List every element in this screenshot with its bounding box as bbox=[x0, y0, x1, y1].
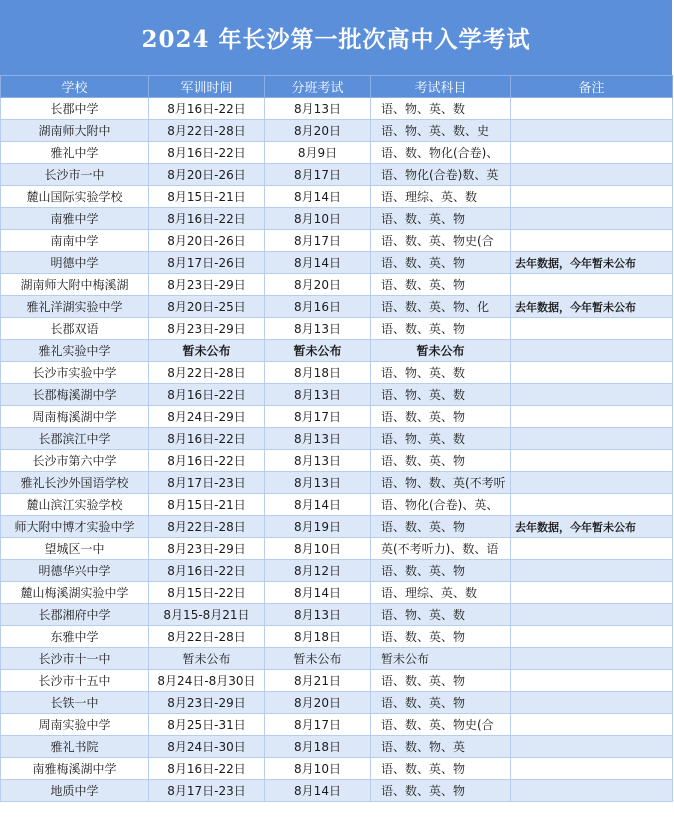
cell-school: 长沙市十一中 bbox=[1, 648, 149, 670]
cell-subjects: 语、数、英、物 bbox=[371, 692, 511, 714]
cell-subjects: 语、数、英、物 bbox=[371, 560, 511, 582]
cell-subjects: 英(不考听力)、数、语 bbox=[371, 538, 511, 560]
table-row bbox=[1, 450, 673, 472]
table-row bbox=[1, 538, 673, 560]
cell-school: 麓山滨江实验学校 bbox=[1, 494, 149, 516]
cell-placement-exam: 8月14日 bbox=[265, 582, 371, 604]
cell-note bbox=[511, 648, 673, 670]
cell-placement-exam: 8月17日 bbox=[265, 230, 371, 252]
cell-military-time: 8月16日-22日 bbox=[149, 384, 265, 406]
cell-school: 雅礼长沙外国语学校 bbox=[1, 472, 149, 494]
cell-school: 周南实验中学 bbox=[1, 714, 149, 736]
cell-note bbox=[511, 560, 673, 582]
cell-subjects: 语、数、英、物史(合 bbox=[371, 714, 511, 736]
table-body bbox=[1, 98, 673, 802]
cell-placement-exam: 8月13日 bbox=[265, 450, 371, 472]
cell-military-time: 8月15-8月21日 bbox=[149, 604, 265, 626]
cell-school: 明德中学 bbox=[1, 252, 149, 274]
table-row bbox=[1, 692, 673, 714]
table-row bbox=[1, 274, 673, 296]
cell-subjects: 语、物化(合卷)数、英 bbox=[371, 164, 511, 186]
cell-placement-exam: 8月13日 bbox=[265, 604, 371, 626]
cell-note bbox=[511, 472, 673, 494]
cell-school: 地质中学 bbox=[1, 780, 149, 802]
cell-placement-exam: 8月9日 bbox=[265, 142, 371, 164]
cell-subjects: 语、数、英、物 bbox=[371, 626, 511, 648]
cell-subjects: 语、数、英、物 bbox=[371, 516, 511, 538]
cell-subjects: 语、物、数、英(不考听 bbox=[371, 472, 511, 494]
table-row bbox=[1, 648, 673, 670]
table-row bbox=[1, 252, 673, 274]
cell-school: 明德华兴中学 bbox=[1, 560, 149, 582]
cell-placement-exam: 8月21日 bbox=[265, 670, 371, 692]
cell-subjects: 语、数、英、物 bbox=[371, 758, 511, 780]
cell-note bbox=[511, 186, 673, 208]
cell-subjects: 语、数、英、物 bbox=[371, 252, 511, 274]
cell-note: 去年数据，今年暂未公布 bbox=[511, 516, 673, 538]
table-row bbox=[1, 318, 673, 340]
cell-subjects: 语、数、英、物史(合 bbox=[371, 230, 511, 252]
cell-note bbox=[511, 780, 673, 802]
cell-placement-exam: 8月13日 bbox=[265, 98, 371, 120]
cell-placement-exam: 8月17日 bbox=[265, 164, 371, 186]
cell-subjects: 语、数、英、物 bbox=[371, 318, 511, 340]
cell-note bbox=[511, 362, 673, 384]
cell-note bbox=[511, 164, 673, 186]
cell-military-time: 8月15日-22日 bbox=[149, 582, 265, 604]
cell-school: 望城区一中 bbox=[1, 538, 149, 560]
cell-subjects: 语、理综、英、数 bbox=[371, 582, 511, 604]
cell-subjects: 语、数、物、英 bbox=[371, 736, 511, 758]
cell-placement-exam: 8月12日 bbox=[265, 560, 371, 582]
cell-military-time: 8月24日-30日 bbox=[149, 736, 265, 758]
cell-placement-exam: 8月10日 bbox=[265, 538, 371, 560]
cell-note bbox=[511, 604, 673, 626]
cell-military-time: 8月22日-28日 bbox=[149, 120, 265, 142]
cell-military-time: 8月16日-22日 bbox=[149, 560, 265, 582]
cell-placement-exam: 8月20日 bbox=[265, 120, 371, 142]
schedule-table bbox=[0, 75, 673, 802]
cell-note bbox=[511, 582, 673, 604]
cell-subjects: 语、物、英、数、史 bbox=[371, 120, 511, 142]
cell-school: 南雅梅溪湖中学 bbox=[1, 758, 149, 780]
cell-military-time: 8月25日-31日 bbox=[149, 714, 265, 736]
cell-placement-exam: 8月10日 bbox=[265, 208, 371, 230]
cell-subjects: 语、数、英、物 bbox=[371, 274, 511, 296]
cell-military-time: 8月22日-28日 bbox=[149, 516, 265, 538]
header-row bbox=[1, 76, 673, 98]
cell-military-time: 8月22日-28日 bbox=[149, 626, 265, 648]
cell-note bbox=[511, 670, 673, 692]
cell-subjects: 语、物化(合卷)、英、 bbox=[371, 494, 511, 516]
cell-note bbox=[511, 538, 673, 560]
cell-military-time: 8月23日-29日 bbox=[149, 318, 265, 340]
cell-military-time: 暂未公布 bbox=[149, 648, 265, 670]
cell-placement-exam: 8月13日 bbox=[265, 472, 371, 494]
cell-subjects: 暂未公布 bbox=[371, 648, 511, 670]
table-row bbox=[1, 164, 673, 186]
cell-school: 南南中学 bbox=[1, 230, 149, 252]
cell-military-time: 8月24日-8月30日 bbox=[149, 670, 265, 692]
cell-subjects: 语、数、英、物、化 bbox=[371, 296, 511, 318]
cell-subjects: 语、数、英、物 bbox=[371, 406, 511, 428]
cell-school: 长沙市一中 bbox=[1, 164, 149, 186]
cell-note bbox=[511, 758, 673, 780]
table-row bbox=[1, 472, 673, 494]
cell-military-time: 8月16日-22日 bbox=[149, 208, 265, 230]
cell-school: 南雅中学 bbox=[1, 208, 149, 230]
cell-subjects: 暂未公布 bbox=[371, 340, 511, 362]
col-header-military: 军训时间 bbox=[149, 76, 265, 98]
cell-placement-exam: 8月17日 bbox=[265, 714, 371, 736]
table-row bbox=[1, 516, 673, 538]
cell-subjects: 语、数、英、物 bbox=[371, 450, 511, 472]
cell-school: 长铁一中 bbox=[1, 692, 149, 714]
cell-school: 长郡双语 bbox=[1, 318, 149, 340]
table-row bbox=[1, 98, 673, 120]
table-row bbox=[1, 582, 673, 604]
cell-placement-exam: 8月13日 bbox=[265, 384, 371, 406]
cell-placement-exam: 8月14日 bbox=[265, 186, 371, 208]
cell-note bbox=[511, 98, 673, 120]
col-header-school: 学校 bbox=[1, 76, 149, 98]
cell-military-time: 8月16日-22日 bbox=[149, 758, 265, 780]
cell-subjects: 语、理综、英、数 bbox=[371, 186, 511, 208]
table-row bbox=[1, 186, 673, 208]
cell-school: 长郡滨江中学 bbox=[1, 428, 149, 450]
cell-note bbox=[511, 450, 673, 472]
cell-military-time: 暂未公布 bbox=[149, 340, 265, 362]
cell-placement-exam: 8月19日 bbox=[265, 516, 371, 538]
cell-note: 去年数据，今年暂未公布 bbox=[511, 296, 673, 318]
cell-subjects: 语、物、英、数 bbox=[371, 362, 511, 384]
table-row bbox=[1, 736, 673, 758]
cell-school: 雅礼书院 bbox=[1, 736, 149, 758]
cell-note bbox=[511, 318, 673, 340]
cell-military-time: 8月16日-22日 bbox=[149, 450, 265, 472]
cell-school: 雅礼实验中学 bbox=[1, 340, 149, 362]
cell-military-time: 8月15日-21日 bbox=[149, 186, 265, 208]
col-header-note: 备注 bbox=[511, 76, 673, 98]
cell-military-time: 8月20日-26日 bbox=[149, 230, 265, 252]
cell-military-time: 8月23日-29日 bbox=[149, 692, 265, 714]
cell-placement-exam: 8月18日 bbox=[265, 626, 371, 648]
table-row bbox=[1, 230, 673, 252]
cell-placement-exam: 8月14日 bbox=[265, 780, 371, 802]
cell-military-time: 8月20日-26日 bbox=[149, 164, 265, 186]
cell-placement-exam: 8月10日 bbox=[265, 758, 371, 780]
cell-note bbox=[511, 626, 673, 648]
table-row bbox=[1, 714, 673, 736]
cell-school: 东雅中学 bbox=[1, 626, 149, 648]
cell-military-time: 8月17日-23日 bbox=[149, 472, 265, 494]
cell-placement-exam: 8月18日 bbox=[265, 362, 371, 384]
cell-subjects: 语、物、英、数 bbox=[371, 98, 511, 120]
table-row bbox=[1, 406, 673, 428]
cell-placement-exam: 8月13日 bbox=[265, 318, 371, 340]
cell-school: 雅礼中学 bbox=[1, 142, 149, 164]
cell-placement-exam: 8月17日 bbox=[265, 406, 371, 428]
cell-subjects: 语、物、英、数 bbox=[371, 604, 511, 626]
cell-note bbox=[511, 714, 673, 736]
cell-placement-exam: 8月20日 bbox=[265, 692, 371, 714]
cell-military-time: 8月20日-25日 bbox=[149, 296, 265, 318]
cell-subjects: 语、数、英、物 bbox=[371, 780, 511, 802]
cell-note bbox=[511, 274, 673, 296]
cell-school: 长沙市十五中 bbox=[1, 670, 149, 692]
cell-school: 周南梅溪湖中学 bbox=[1, 406, 149, 428]
cell-placement-exam: 8月13日 bbox=[265, 428, 371, 450]
table-row bbox=[1, 208, 673, 230]
table-row bbox=[1, 494, 673, 516]
cell-military-time: 8月16日-22日 bbox=[149, 428, 265, 450]
cell-placement-exam: 暂未公布 bbox=[265, 340, 371, 362]
table-row bbox=[1, 626, 673, 648]
cell-placement-exam: 8月20日 bbox=[265, 274, 371, 296]
cell-subjects: 语、物、英、数 bbox=[371, 428, 511, 450]
cell-military-time: 8月16日-22日 bbox=[149, 142, 265, 164]
cell-note: 去年数据，今年暂未公布 bbox=[511, 252, 673, 274]
cell-school: 麓山国际实验学校 bbox=[1, 186, 149, 208]
cell-placement-exam: 8月14日 bbox=[265, 494, 371, 516]
table-row bbox=[1, 670, 673, 692]
cell-school: 长郡中学 bbox=[1, 98, 149, 120]
cell-subjects: 语、数、英、物 bbox=[371, 208, 511, 230]
cell-school: 雅礼洋湖实验中学 bbox=[1, 296, 149, 318]
cell-military-time: 8月17日-26日 bbox=[149, 252, 265, 274]
cell-school: 师大附中博才实验中学 bbox=[1, 516, 149, 538]
cell-military-time: 8月24日-29日 bbox=[149, 406, 265, 428]
table-row bbox=[1, 560, 673, 582]
cell-note bbox=[511, 406, 673, 428]
table-row bbox=[1, 780, 673, 802]
cell-note bbox=[511, 120, 673, 142]
cell-military-time: 8月23日-29日 bbox=[149, 538, 265, 560]
cell-school: 长郡湘府中学 bbox=[1, 604, 149, 626]
cell-placement-exam: 8月16日 bbox=[265, 296, 371, 318]
cell-military-time: 8月17日-23日 bbox=[149, 780, 265, 802]
cell-school: 长沙市第六中学 bbox=[1, 450, 149, 472]
cell-note bbox=[511, 692, 673, 714]
cell-school: 湖南师大附中 bbox=[1, 120, 149, 142]
cell-note bbox=[511, 428, 673, 450]
table-row bbox=[1, 758, 673, 780]
table-row bbox=[1, 428, 673, 450]
cell-placement-exam: 8月18日 bbox=[265, 736, 371, 758]
cell-note bbox=[511, 736, 673, 758]
cell-school: 麓山梅溪湖实验中学 bbox=[1, 582, 149, 604]
table-row bbox=[1, 362, 673, 384]
cell-placement-exam: 8月14日 bbox=[265, 252, 371, 274]
cell-military-time: 8月16日-22日 bbox=[149, 98, 265, 120]
table-row bbox=[1, 120, 673, 142]
col-header-placement: 分班考试 bbox=[265, 76, 371, 98]
cell-military-time: 8月15日-21日 bbox=[149, 494, 265, 516]
cell-military-time: 8月22日-28日 bbox=[149, 362, 265, 384]
sheet-title: 2024 年长沙第一批次高中入学考试 bbox=[0, 0, 672, 75]
cell-placement-exam: 暂未公布 bbox=[265, 648, 371, 670]
cell-note bbox=[511, 230, 673, 252]
cell-school: 长沙市实验中学 bbox=[1, 362, 149, 384]
cell-school: 湖南师大附中梅溪湖 bbox=[1, 274, 149, 296]
cell-note bbox=[511, 340, 673, 362]
cell-military-time: 8月23日-29日 bbox=[149, 274, 265, 296]
cell-subjects: 语、数、物化(合卷)、 bbox=[371, 142, 511, 164]
col-header-subjects: 考试科目 bbox=[371, 76, 511, 98]
table-row bbox=[1, 604, 673, 626]
table-row bbox=[1, 142, 673, 164]
cell-subjects: 语、物、英、数 bbox=[371, 384, 511, 406]
cell-note bbox=[511, 208, 673, 230]
cell-note bbox=[511, 494, 673, 516]
table-row bbox=[1, 340, 673, 362]
cell-note bbox=[511, 142, 673, 164]
cell-school: 长郡梅溪湖中学 bbox=[1, 384, 149, 406]
cell-note bbox=[511, 384, 673, 406]
cell-subjects: 语、数、英、物 bbox=[371, 670, 511, 692]
table-row bbox=[1, 296, 673, 318]
table-row bbox=[1, 384, 673, 406]
